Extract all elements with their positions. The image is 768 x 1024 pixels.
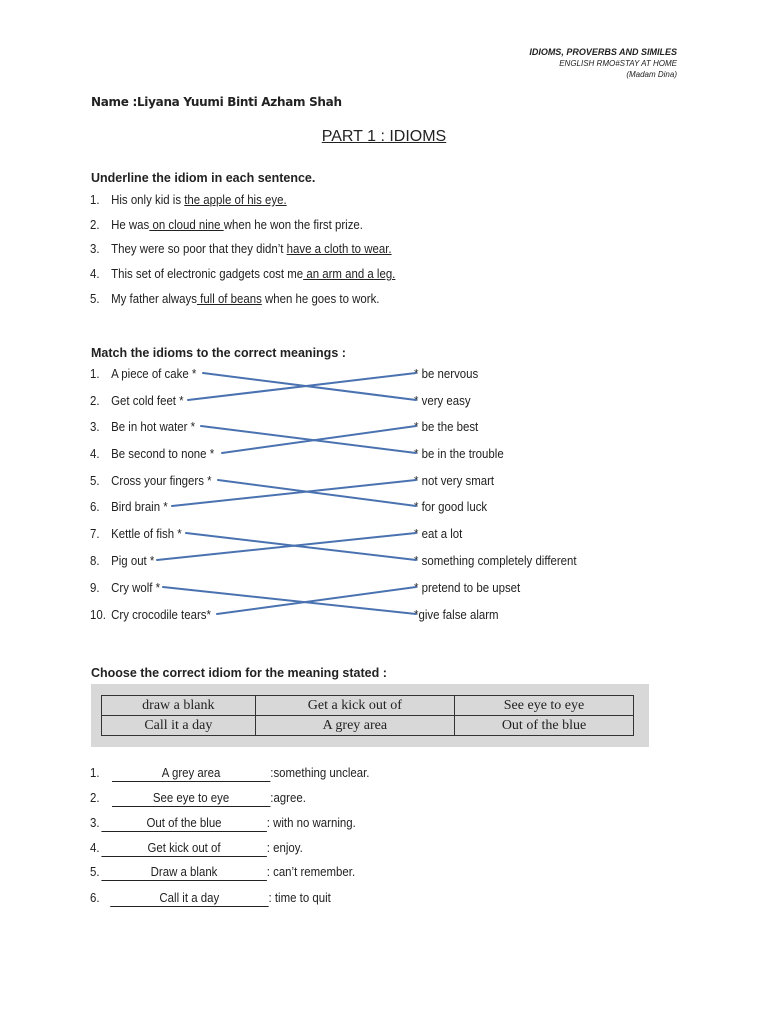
teacher-name: (Madam Dina) (626, 70, 677, 79)
idiom-text: Cry crocodile tears* (111, 607, 211, 622)
meaning-item: * pretend to be upset (414, 580, 521, 595)
table-cell: draw a blank (102, 696, 256, 716)
answer-blank[interactable]: Get kick out of (101, 840, 266, 857)
answer-blank[interactable]: See eye to eye (112, 790, 270, 807)
sentence-text: My father always (111, 291, 197, 306)
meaning-item: * be the best (414, 419, 479, 434)
table-cell: Call it a day (102, 716, 256, 736)
sentence-text: They were so poor that they didn’t (111, 241, 287, 256)
answer-item (90, 790, 306, 807)
meaning-text: : with no warning. (266, 815, 356, 830)
item-number: 3. (90, 241, 100, 256)
table-cell: Out of the blue (455, 716, 634, 736)
worksheet-subtitle: ENGLISH RMO#STAY AT HOME (559, 59, 677, 68)
underlined-idiom: on cloud nine (149, 217, 224, 232)
match-line (163, 587, 416, 614)
underlined-idiom: have a cloth to wear. (286, 241, 392, 256)
item-number: 9. (90, 580, 100, 595)
answer-item (90, 840, 303, 857)
meaning-item: * not very smart (414, 473, 495, 488)
idiom-text: Cry wolf * (111, 580, 161, 595)
meaning-item: * be nervous (414, 366, 479, 381)
answer-blank[interactable]: Call it a day (110, 890, 268, 907)
meaning-text: :agree. (270, 790, 306, 805)
item-number: 1. (90, 366, 100, 381)
sentence-text: This set of electronic gadgets cost me (111, 266, 304, 281)
meaning-text: : enjoy. (266, 840, 303, 855)
table-cell: See eye to eye (455, 696, 634, 716)
meaning-item: * be in the trouble (414, 446, 504, 461)
item-number: 6. (90, 499, 100, 514)
idiom-text: Bird brain * (111, 499, 168, 514)
item-number: 5. (90, 864, 100, 879)
meaning-item: * eat a lot (414, 526, 463, 541)
table-cell: A grey area (255, 716, 454, 736)
item-number: 8. (90, 553, 100, 568)
idiom-text: Be second to none * (111, 446, 215, 461)
idiom-choice-table (101, 695, 634, 736)
item-number: 2. (90, 217, 100, 232)
underlined-idiom: full of beans (196, 291, 262, 306)
idiom-text: Get cold feet * (111, 393, 184, 408)
item-number: 5. (90, 291, 100, 306)
idiom-text: Pig out * (111, 553, 155, 568)
meaning-item: * very easy (414, 393, 471, 408)
meaning-item: * something completely different (414, 553, 577, 568)
answer-item (90, 765, 369, 782)
sentence-text: He was (111, 217, 150, 232)
idiom-text: Be in hot water * (111, 419, 196, 434)
part-title: PART 1 : IDIOMS (321, 128, 447, 145)
table-cell: Get a kick out of (255, 696, 454, 716)
item-number: 1. (90, 192, 100, 207)
idiom-text: A piece of cake * (111, 366, 197, 381)
sentence-text: when he won the first prize. (223, 217, 363, 232)
item-number: 6. (90, 890, 100, 905)
idiom-choice-box (91, 684, 649, 747)
answer-item (90, 815, 356, 832)
idiom-text: Kettle of fish * (111, 526, 182, 541)
section3-heading: Choose the correct idiom for the meaning stated : (91, 666, 387, 680)
section2-heading: Match the idioms to the correct meanings : (91, 346, 346, 360)
item-number: 4. (90, 446, 100, 461)
item-number: 3. (90, 815, 100, 830)
answer-blank[interactable]: Draw a blank (101, 864, 266, 881)
worksheet-title: IDIOMS, PROVERBS AND SIMILES (529, 47, 677, 57)
answer-blank[interactable]: Out of the blue (101, 815, 266, 832)
underlined-idiom: the apple of his eye. (184, 192, 287, 207)
answer-item (90, 864, 355, 881)
item-number: 10. (90, 607, 106, 622)
answer-blank[interactable]: A grey area (112, 765, 270, 782)
item-number: 3. (90, 419, 100, 434)
table-row (102, 696, 634, 716)
item-number: 5. (90, 473, 100, 488)
meaning-item: * for good luck (414, 499, 488, 514)
table-row (102, 716, 634, 736)
item-number: 4. (90, 266, 100, 281)
sentence-text: His only kid is (111, 192, 185, 207)
item-number: 2. (90, 393, 100, 408)
underlined-idiom: an arm and a leg. (303, 266, 396, 281)
student-name: Name :Liyana Yuumi Binti Azham Shah (91, 95, 342, 109)
answer-item (90, 890, 331, 907)
item-number: 2. (90, 790, 100, 805)
item-number: 1. (90, 765, 100, 780)
item-number: 7. (90, 526, 100, 541)
idiom-text: Cross your fingers * (111, 473, 212, 488)
meaning-item: *give false alarm (414, 607, 499, 622)
meaning-text: :something unclear. (270, 765, 370, 780)
meaning-text: : time to quit (268, 890, 331, 905)
meaning-text: : can’t remember. (266, 864, 356, 879)
section1-heading: Underline the idiom in each sentence. (91, 171, 316, 185)
item-number: 4. (90, 840, 100, 855)
sentence-text: when he goes to work. (261, 291, 380, 306)
